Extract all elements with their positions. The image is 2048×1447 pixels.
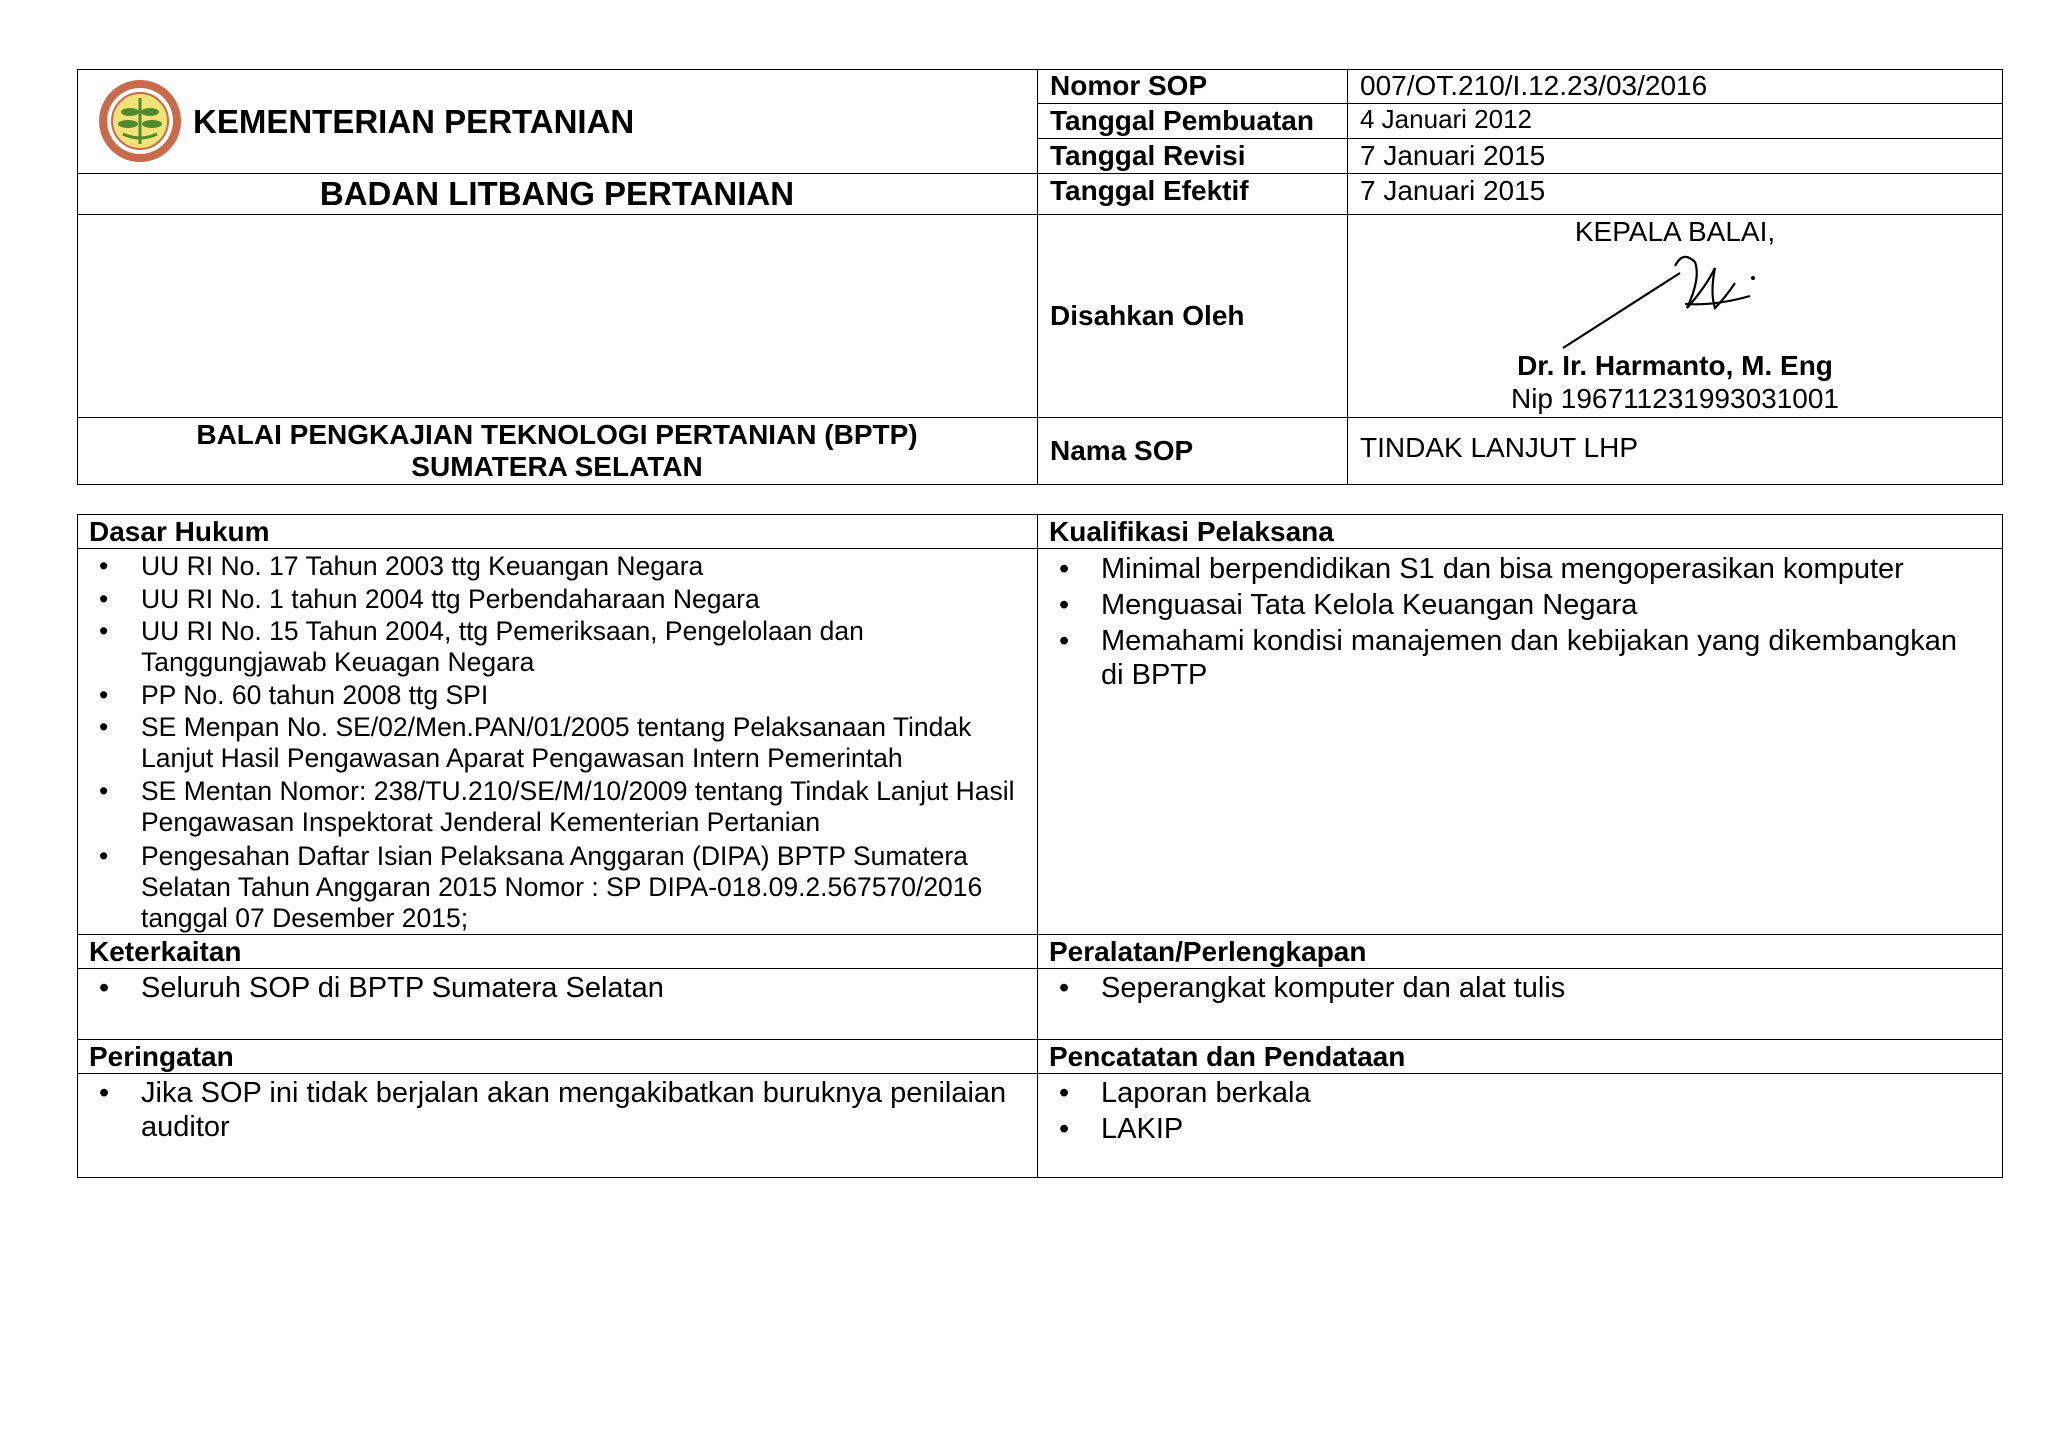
nomor-sop-label: Nomor SOP	[1050, 70, 1208, 101]
tanggal-revisi-label: Tanggal Revisi	[1050, 140, 1246, 171]
signature-mark	[1555, 248, 1765, 358]
peringatan-title: Peringatan	[89, 1041, 234, 1072]
tanggal-revisi-value: 7 Januari 2015	[1360, 140, 1546, 171]
list-item: • Minimal berpendidikan S1 dan bisa mengoperasikan komputer	[1037, 552, 1983, 586]
dasar-hukum-list	[77, 551, 1037, 935]
list-item: • UU RI No. 17 Tahun 2003 ttg Keuangan Negara	[77, 551, 1025, 582]
list-item: • Laporan berkala	[1037, 1076, 2003, 1110]
keterkaitan-list	[77, 971, 1037, 1007]
institute-line-2: SUMATERA SELATAN	[411, 451, 703, 482]
kualifikasi-list	[1037, 552, 2003, 694]
list-item: • Pengesahan Daftar Isian Pelaksana Anggaran (DIPA) BPTP Sumatera Selatan Tahun Anggaran 2015 Nomor : SP DIPA-018.09.2.567570/2016 tanggal 07 Desember 2015;	[77, 841, 1025, 934]
tanggal-pembuatan-value: 4 Januari 2012	[1360, 104, 1533, 134]
agency-title: BADAN LITBANG PERTANIAN	[319, 175, 795, 212]
list-item: • SE Menpan No. SE/02/Men.PAN/01/2005 tentang Pelaksanaan Tindak Lanjut Hasil Pengawasan Aparat Pengawasan Intern Pemerintah	[77, 712, 1025, 774]
disahkan-oleh-label: Disahkan Oleh	[1050, 300, 1245, 331]
list-item: • LAKIP	[1037, 1112, 2003, 1146]
list-item: • Seperangkat komputer dan alat tulis	[1037, 971, 2003, 1005]
signatory-name: Dr. Ir. Harmanto, M. Eng	[1517, 350, 1833, 381]
pencatatan-title: Pencatatan dan Pendataan	[1049, 1041, 1406, 1072]
peralatan-title: Peralatan/Perlengkapan	[1049, 936, 1367, 967]
nama-sop-value: TINDAK LANJUT LHP	[1360, 432, 1638, 463]
kementan-emblem-icon	[95, 78, 185, 164]
institute-name	[77, 417, 1037, 483]
peringatan-list	[77, 1076, 1037, 1146]
list-item: • Memahami kondisi manajemen dan kebijakan yang dikembangkan di BPTP	[1037, 624, 1983, 692]
list-item: • UU RI No. 1 tahun 2004 ttg Perbendaharaan Negara	[77, 584, 1025, 615]
keterkaitan-title: Keterkaitan	[89, 936, 242, 967]
institute-line-1: BALAI PENGKAJIAN TEKNOLOGI PERTANIAN (BPTP)	[196, 419, 918, 450]
list-item: • Jika SOP ini tidak berjalan akan mengakibatkan buruknya penilaian auditor	[77, 1076, 1029, 1144]
list-item: • Menguasai Tata Kelola Keuangan Negara	[1037, 588, 1983, 622]
list-item: • UU RI No. 15 Tahun 2004, ttg Pemeriksaan, Pengelolaan dan Tanggungjawab Keuagan Negara	[77, 616, 1025, 678]
tanggal-efektif-value: 7 Januari 2015	[1360, 175, 1546, 206]
peralatan-list	[1037, 971, 2003, 1007]
signatory-nip: Nip 196711231993031001	[1510, 383, 1839, 414]
list-item: • Seluruh SOP di BPTP Sumatera Selatan	[77, 971, 1037, 1005]
ministry-title: KEMENTERIAN PERTANIAN	[193, 103, 635, 140]
nama-sop-label: Nama SOP	[1050, 435, 1194, 466]
list-item: • SE Mentan Nomor: 238/TU.210/SE/M/10/2009 tentang Tindak Lanjut Hasil Pengawasan Inspektorat Jenderal Kementerian Pertanian	[77, 776, 1025, 838]
tanggal-pembuatan-label: Tanggal Pembuatan	[1050, 105, 1314, 136]
dasar-hukum-title: Dasar Hukum	[89, 516, 270, 547]
tanggal-efektif-label: Tanggal Efektif	[1050, 175, 1249, 206]
list-item: • PP No. 60 tahun 2008 ttg SPI	[77, 680, 1025, 711]
pencatatan-list	[1037, 1076, 2003, 1148]
kualifikasi-title: Kualifikasi Pelaksana	[1049, 516, 1334, 547]
approval-title: KEPALA BALAI,	[1574, 216, 1776, 247]
nomor-sop-value: 007/OT.210/I.12.23/03/2016	[1360, 70, 1708, 101]
